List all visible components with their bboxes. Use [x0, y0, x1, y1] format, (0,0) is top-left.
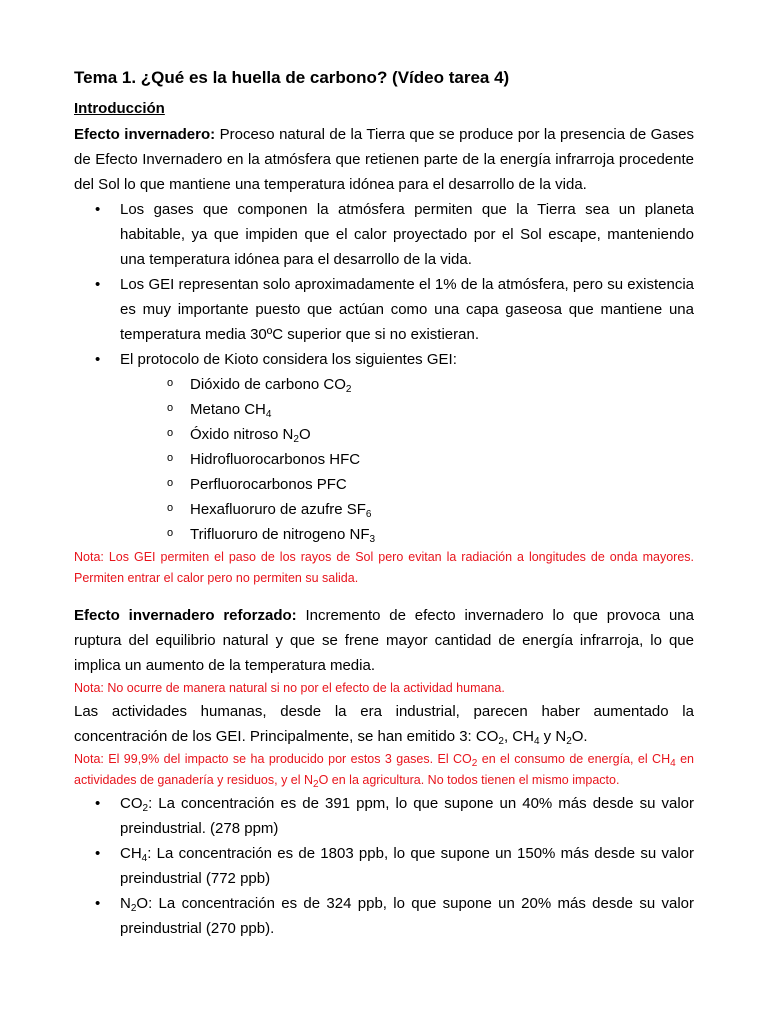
circle-bullet-icon: o — [167, 477, 174, 489]
paragraph-enhanced-greenhouse — [74, 603, 694, 678]
list-item: o Perfluorocarbonos PFC — [120, 472, 694, 497]
bullet-icon: • — [95, 895, 101, 912]
bullet-icon: • — [95, 845, 101, 862]
term-enhanced-greenhouse: Efecto invernadero reforzado: — [74, 607, 297, 624]
note-three-gases-impact: Nota: El 99,9% del impacto se ha producido por estos 3 gases. El $CO_2$ en el consumo de energía, el $CH_4$ en actividades de ganadería y residuos, y el $N_2O$ en la agricultura. No todos tienen el mismo impacto. — [74, 752, 694, 790]
term-greenhouse-effect: Efecto invernadero: — [74, 126, 216, 143]
section-heading: Introducción — [74, 100, 165, 117]
list-item: • Los GEI representan solo aproximadamente el 1% de la atmósfera, pero su existencia es muy importante puesto que actúan como una capa gaseosa que mantiene una temperatura media 30ºC superior que si no existieran. — [74, 272, 694, 347]
bullet-list-concentrations — [74, 791, 694, 941]
circle-bullet-icon: o — [167, 377, 174, 389]
paragraph-human-activities: Las actividades humanas, desde la era industrial, parecen haber aumentado la concentración de los GEI. Principalmente, se han emitido 3: $CO_2$, $CH_4$ y $N_2O$. — [74, 703, 694, 747]
definition-enhanced-greenhouse: Incremento de efecto invernadero lo que provoca una ruptura del equilibrio natural y que se frene mayor cantidad de energía infrarroja, lo que implica un aumento de la temperatura media. — [74, 607, 694, 674]
paragraph-greenhouse-effect — [74, 122, 694, 197]
bullet-icon: • — [95, 351, 101, 368]
list-item: o Dióxido de carbono $CO_2$ — [120, 372, 694, 397]
list-item: o Hidrofluorocarbonos HFC — [120, 447, 694, 472]
list-item: • Los gases que componen la atmósfera permiten que la Tierra sea un planeta habitable, ya que impiden que el calor proyectado por el Sol escape, manteniendo una temperatura idónea para el desarrollo de la vida. — [74, 197, 694, 272]
circle-bullet-icon: o — [167, 402, 174, 414]
circle-bullet-icon: o — [167, 452, 174, 464]
list-item: • $N_2O$: La concentración es de 324 ppb, lo que supone un 20% más desde su valor preindustrial (270 ppb). — [74, 891, 694, 941]
note-human-activity: Nota: No ocurre de manera natural si no por el efecto de la actividad humana. — [74, 681, 505, 695]
list-item: o Óxido nitroso $N_2O$ — [120, 422, 694, 447]
circle-bullet-icon: o — [167, 502, 174, 514]
list-item: o Hexafluoruro de azufre $SF_6$ — [120, 497, 694, 522]
definition-greenhouse-effect: Proceso natural de la Tierra que se produce por la presencia de Gases de Efecto Invernadero en la atmósfera que retienen parte de la energía infrarroja procedente del Sol lo que mantiene una temperatura idónea para el desarrollo de la vida. — [74, 126, 695, 193]
circle-bullet-icon: o — [167, 527, 174, 539]
note-ghg-radiation: Nota: Los GEI permiten el paso de los rayos de Sol pero evitan la radiación a longitudes de onda mayores. Permiten entrar el calor pero no permiten su salida. — [74, 550, 694, 585]
bullet-icon: • — [95, 201, 101, 218]
list-item: o Metano $CH_4$ — [120, 397, 694, 422]
list-item: • $CH_4$: La concentración es de 1803 ppb, lo que supone un 150% más desde su valor preindustrial (772 ppb) — [74, 841, 694, 891]
circle-bullet-icon: o — [167, 427, 174, 439]
list-item: • El protocolo de Kioto considera los siguientes GEI: o Dióxido de carbono $CO_2$ o Metano $CH_4$ o Óxido nitroso $N_2O$ o Hidrofluorocarbonos HFC o Perfluorocarbonos PFC o Hexafluoruro de azufre $SF_6$ o Trifluoruro de nitrogeno $NF_3$ — [74, 347, 694, 547]
page-title: Tema 1. ¿Qué es la huella de carbono? (Vídeo tarea 4) — [74, 68, 510, 87]
bullet-icon: • — [95, 795, 101, 812]
bullet-list-gases — [74, 197, 694, 547]
list-item: • $CO_2$: La concentración es de 391 ppm, lo que supone un 40% más desde su valor preindustrial. (278 ppm) — [74, 791, 694, 841]
bullet-icon: • — [95, 276, 101, 293]
list-item: o Trifluoruro de nitrogeno $NF_3$ — [120, 522, 694, 547]
sub-list-kyoto-gases — [120, 372, 694, 547]
